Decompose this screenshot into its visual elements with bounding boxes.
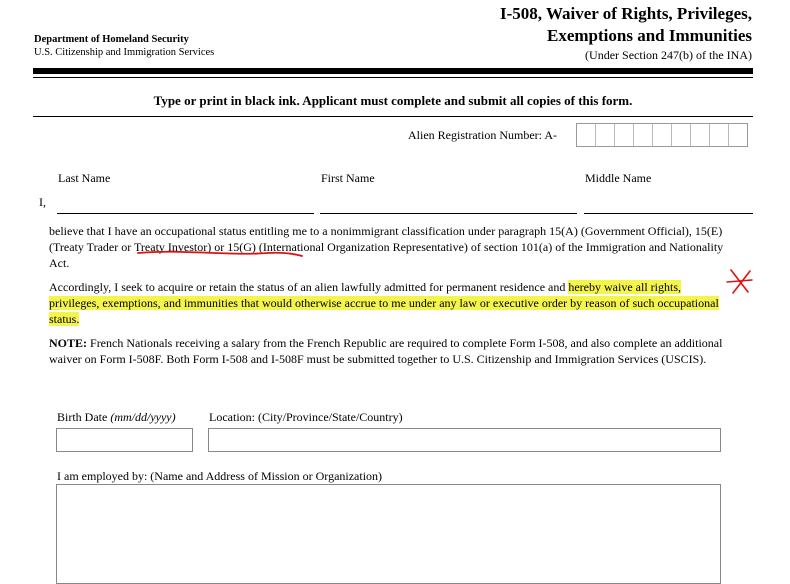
first-name-label: First Name (321, 171, 375, 185)
middle-name-label: Middle Name (585, 171, 652, 185)
form-instructions: Type or print in black ink. Applicant must complete and submit all copies of this form. (153, 93, 633, 108)
note-paragraph (49, 335, 729, 367)
location-label: Location: (City/Province/State/Country) (209, 410, 403, 424)
note-label: NOTE: (49, 336, 88, 350)
last-name-label: Last Name (58, 171, 111, 185)
form-title-line2: Exemptions and Immunities (547, 26, 752, 45)
birth-date-input[interactable] (56, 428, 193, 452)
form-title-line1: I-508, Waiver of Rights, Privileges, (500, 4, 752, 23)
alien-registration-label: Alien Registration Number: A- (408, 128, 557, 142)
employer-textarea[interactable] (56, 484, 721, 584)
location-input[interactable] (208, 428, 721, 452)
note-text: French Nationals receiving a salary from the French Republic are required to complete Form I-508, and also complete an additional waiver on Form I-508F. Both Form I-508 and I-508F must be submitted together to U.S. Citizenship and Immigration Services (USCIS). (49, 336, 723, 366)
name-prefix: I, (39, 195, 46, 209)
employer-label: I am employed by: (Name and Address of Mission or Organization) (57, 469, 383, 483)
status-text-part1: believe that I have an occupational status entitling me to a nonimmigrant classification under paragraph 15(A) (Government Official), 15(E) ( (49, 224, 723, 254)
birth-date-label-text: Birth Date (57, 410, 111, 424)
status-text-part2: ) or 15(G) (International Organization Representative) of section 101(a) of the Immigration and Nationality Act. (49, 240, 724, 270)
department-name: Department of Homeland Security (34, 34, 189, 45)
form-subtitle: (Under Section 247(b) of the INA) (585, 48, 752, 62)
agency-name: U.S. Citizenship and Immigration Services (34, 47, 215, 58)
birth-date-label (57, 410, 176, 425)
waiver-highlighted-text: hereby waive all rights, privileges, exemptions, and immunities that would otherwise accrue to me under any law or executive order by reason of such occupational status. (49, 280, 719, 326)
birth-date-format: (mm/dd/yyyy) (110, 410, 176, 424)
treaty-trader-text: Treaty Trader or Treaty Investor (53, 240, 208, 254)
waiver-text-part1: Accordingly, I seek to acquire or retain the status of an alien lawfully admitted for permanent residence and (49, 280, 569, 294)
